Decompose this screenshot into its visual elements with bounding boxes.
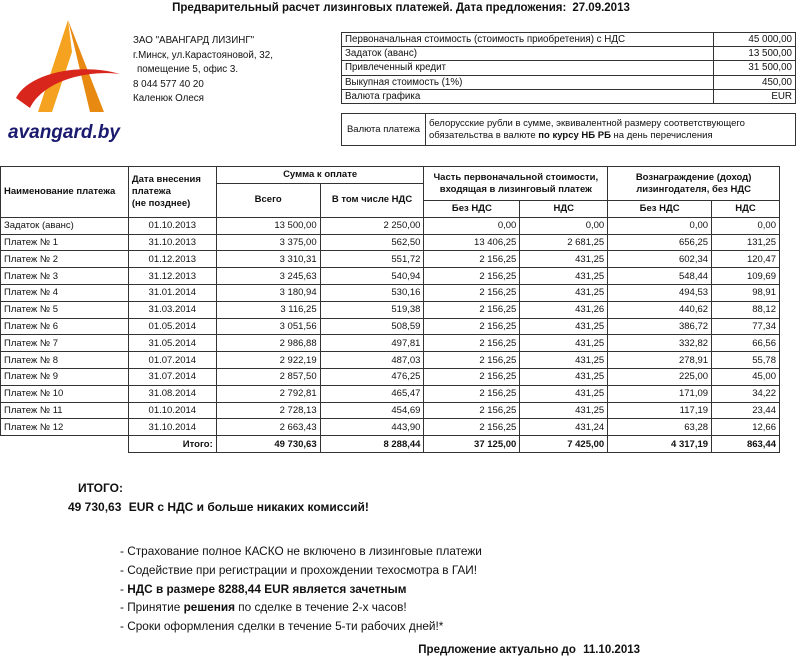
row-date: 01.07.2014: [128, 352, 216, 369]
page-title: [0, 2, 802, 14]
table-row: [1, 234, 780, 251]
row-value: 171,09: [608, 385, 712, 402]
totals-cell: 7 425,00: [520, 436, 608, 453]
row-value: 540,94: [320, 268, 424, 285]
row-value: 431,25: [520, 268, 608, 285]
row-value: 656,25: [608, 234, 712, 251]
table-row: [1, 419, 780, 436]
summary-label: Выкупная стоимость (1%): [342, 75, 714, 89]
row-value: 2 156,25: [424, 251, 520, 268]
row-value: 465,47: [320, 385, 424, 402]
row-value: 3 051,56: [216, 318, 320, 335]
currency-text-c: на день перечисления: [610, 129, 713, 141]
company-phone: 8 044 577 40 20: [133, 78, 204, 90]
row-value: 13 406,25: [424, 234, 520, 251]
title-text: Предварительный расчет лизинговых платежей. Дата предложения:: [172, 2, 567, 14]
row-value: 2 156,25: [424, 368, 520, 385]
row-value: 109,69: [712, 268, 780, 285]
summary-row: [342, 75, 796, 89]
summary-label: Задаток (аванс): [342, 47, 714, 61]
note-item: [120, 580, 482, 599]
row-value: 12,66: [712, 419, 780, 436]
row-date: 31.10.2014: [128, 419, 216, 436]
row-value: 431,24: [520, 419, 608, 436]
summary-row: [342, 61, 796, 75]
row-value: 34,22: [712, 385, 780, 402]
header-total: Всего: [216, 183, 320, 217]
note-text: -: [120, 581, 128, 596]
itogo-text: EUR с НДС и больше никаких комиссий!: [128, 500, 369, 514]
note-item: [120, 561, 482, 580]
itogo-sum: 49 730,63: [68, 500, 122, 514]
row-value: 431,25: [520, 385, 608, 402]
row-name: Платеж № 8: [1, 352, 129, 369]
header-part: Часть первоначальной стоимости, входящая в лизинговый платеж: [424, 167, 608, 201]
payment-currency-label: Валюта платежа: [342, 114, 426, 146]
payment-schedule-table: [0, 166, 780, 453]
row-value: 2 857,50: [216, 368, 320, 385]
row-value: 0,00: [712, 217, 780, 234]
row-value: 386,72: [608, 318, 712, 335]
schedule-body: [1, 217, 780, 435]
row-value: 2 156,25: [424, 284, 520, 301]
totals-cell: 8 288,44: [320, 436, 424, 453]
totals-cell: 4 317,19: [608, 436, 712, 453]
row-date: 31.12.2013: [128, 268, 216, 285]
row-value: 454,69: [320, 402, 424, 419]
table-row: [1, 318, 780, 335]
row-value: 66,56: [712, 335, 780, 352]
row-name: Платеж № 3: [1, 268, 129, 285]
company-address-1: г.Минск, ул.Карастояновой, 32,: [133, 49, 273, 61]
totals-blank: [1, 436, 129, 453]
summary-value: 45 000,00: [714, 33, 796, 47]
row-date: 01.10.2013: [128, 217, 216, 234]
note-bold: НДС в размере 8288,44 EUR является зачетным: [127, 581, 407, 596]
row-value: 562,50: [320, 234, 424, 251]
payment-currency-text: [426, 114, 796, 146]
header-vat: НДС: [520, 201, 608, 218]
summary-row: [342, 89, 796, 103]
row-value: 131,25: [712, 234, 780, 251]
row-date: 01.12.2013: [128, 251, 216, 268]
row-value: 2 681,25: [520, 234, 608, 251]
row-value: 2 922,19: [216, 352, 320, 369]
note-text: - Сроки оформления сделки в течение 5-ти рабочих дней!*: [120, 619, 444, 634]
row-value: 55,78: [712, 352, 780, 369]
row-name: Платеж № 12: [1, 419, 129, 436]
row-value: 0,00: [520, 217, 608, 234]
company-address-2: помещение 5, офис 3.: [137, 64, 239, 75]
note-text: - Страхование полное КАСКО не включено в лизинговые платежи: [120, 544, 482, 558]
row-value: 63,28: [608, 419, 712, 436]
row-value: 2 986,88: [216, 335, 320, 352]
table-row: [1, 301, 780, 318]
row-name: Платеж № 11: [1, 402, 129, 419]
row-value: 225,00: [608, 368, 712, 385]
row-date: 01.10.2014: [128, 402, 216, 419]
offer-date: 27.09.2013: [572, 2, 630, 14]
currency-text-bold: по курсу НБ РБ: [538, 129, 611, 141]
table-row: [1, 284, 780, 301]
row-value: 23,44: [712, 402, 780, 419]
row-value: 2 792,81: [216, 385, 320, 402]
row-value: 13 500,00: [216, 217, 320, 234]
row-value: 431,25: [520, 368, 608, 385]
header-vat-incl: В том числе НДС: [320, 183, 424, 217]
row-value: 476,25: [320, 368, 424, 385]
row-name: Платеж № 2: [1, 251, 129, 268]
note-item: [120, 617, 482, 636]
row-value: 443,90: [320, 419, 424, 436]
header-novat-2: Без НДС: [608, 201, 712, 218]
row-value: 332,82: [608, 335, 712, 352]
totals-cell: 49 730,63: [216, 436, 320, 453]
table-row: [1, 217, 780, 234]
row-value: 2 663,43: [216, 419, 320, 436]
company-name: ЗАО "АВАНГАРД ЛИЗИНГ": [133, 35, 255, 46]
itogo-label: ИТОГО:: [78, 481, 123, 495]
summary-label: Привлеченный кредит: [342, 61, 714, 75]
row-value: 3 245,63: [216, 268, 320, 285]
header-date-text: Дата внесения платежа: [131, 173, 201, 197]
row-value: 440,62: [608, 301, 712, 318]
totals-cell: 863,44: [712, 436, 780, 453]
notes-list: [120, 542, 482, 636]
row-value: 2 156,25: [424, 318, 520, 335]
offer-validity: [0, 644, 640, 656]
currency-text-a: белорусские рубли в сумме, эквивалентной размеру соответствующего обязательства в валюте: [429, 117, 745, 141]
row-date: 31.01.2014: [128, 284, 216, 301]
row-value: 2 156,25: [424, 402, 520, 419]
note-bold: решения: [183, 600, 235, 615]
header-date: [128, 167, 216, 218]
note-text-end: по сделке в течение 2-х часов!: [235, 600, 407, 615]
table-row: [1, 251, 780, 268]
row-date: 31.07.2014: [128, 368, 216, 385]
totals-label: Итого:: [128, 436, 216, 453]
summary-value: EUR: [714, 89, 796, 103]
payment-currency-table: [341, 113, 796, 146]
row-value: 2 728,13: [216, 402, 320, 419]
row-date: 31.08.2014: [128, 385, 216, 402]
offer-label: Предложение актуально до: [418, 644, 576, 656]
summary-value: 31 500,00: [714, 61, 796, 75]
header-row: [1, 167, 780, 184]
row-value: 551,72: [320, 251, 424, 268]
header-name: Наименование платежа: [1, 167, 129, 218]
row-value: 431,25: [520, 352, 608, 369]
offer-until-date: 11.10.2013: [583, 644, 640, 656]
logo-text: avangard.by: [8, 122, 120, 143]
header-sum: Сумма к оплате: [216, 167, 424, 184]
row-name: Платеж № 10: [1, 385, 129, 402]
table-row: [1, 402, 780, 419]
summary-row: [342, 33, 796, 47]
row-value: 602,34: [608, 251, 712, 268]
row-date: 31.05.2014: [128, 335, 216, 352]
header-vat-2: НДС: [712, 201, 780, 218]
row-value: 2 156,25: [424, 301, 520, 318]
row-value: 45,00: [712, 368, 780, 385]
summary-label: Первоначальная стоимость (стоимость приобретения) с НДС: [342, 33, 714, 47]
totals-cell: 37 125,00: [424, 436, 520, 453]
row-value: 2 156,25: [424, 419, 520, 436]
row-value: 548,44: [608, 268, 712, 285]
company-contact: Каленюк Олеся: [133, 93, 204, 104]
table-row: [1, 385, 780, 402]
note-item: [120, 542, 482, 561]
row-value: 431,26: [520, 301, 608, 318]
summary-row: [342, 47, 796, 61]
row-name: Платеж № 6: [1, 318, 129, 335]
row-value: 431,25: [520, 402, 608, 419]
table-row: [1, 268, 780, 285]
header-date-note: (не позднее): [131, 197, 191, 209]
row-value: 98,91: [712, 284, 780, 301]
row-value: 497,81: [320, 335, 424, 352]
row-value: 3 310,31: [216, 251, 320, 268]
summary-label: Валюта графика: [342, 89, 714, 103]
row-value: 3 180,94: [216, 284, 320, 301]
row-value: 2 156,25: [424, 268, 520, 285]
row-name: Платеж № 1: [1, 234, 129, 251]
row-date: 31.03.2014: [128, 301, 216, 318]
summary-value: 13 500,00: [714, 47, 796, 61]
totals-row: [1, 436, 780, 453]
row-value: 120,47: [712, 251, 780, 268]
table-row: [1, 368, 780, 385]
table-row: [1, 352, 780, 369]
row-value: 2 250,00: [320, 217, 424, 234]
row-value: 431,25: [520, 284, 608, 301]
row-value: 2 156,25: [424, 335, 520, 352]
row-value: 508,59: [320, 318, 424, 335]
row-name: Задаток (аванс): [1, 217, 129, 234]
row-name: Платеж № 5: [1, 301, 129, 318]
row-value: 487,03: [320, 352, 424, 369]
table-row: [1, 335, 780, 352]
row-value: 2 156,25: [424, 352, 520, 369]
row-value: 3 375,00: [216, 234, 320, 251]
summary-value: 450,00: [714, 75, 796, 89]
note-text: - Принятие: [120, 600, 184, 615]
header-novat: Без НДС: [424, 201, 520, 218]
row-name: Платеж № 4: [1, 284, 129, 301]
row-value: 494,53: [608, 284, 712, 301]
row-value: 77,34: [712, 318, 780, 335]
row-value: 431,25: [520, 251, 608, 268]
note-text: - Содействие при регистрации и прохождении техосмотра в ГАИ!: [120, 562, 478, 577]
row-date: 31.10.2013: [128, 234, 216, 251]
row-name: Платеж № 7: [1, 335, 129, 352]
row-value: 0,00: [608, 217, 712, 234]
note-item: [120, 598, 482, 617]
row-value: 2 156,25: [424, 385, 520, 402]
row-date: 01.05.2014: [128, 318, 216, 335]
itogo-line: [68, 500, 369, 514]
row-value: 431,25: [520, 335, 608, 352]
row-value: 88,12: [712, 301, 780, 318]
summary-table: [341, 32, 796, 104]
row-value: 431,25: [520, 318, 608, 335]
row-value: 278,91: [608, 352, 712, 369]
company-info: [133, 34, 273, 107]
row-name: Платеж № 9: [1, 368, 129, 385]
row-value: 519,38: [320, 301, 424, 318]
row-value: 3 116,25: [216, 301, 320, 318]
row-value: 117,19: [608, 402, 712, 419]
row-value: 530,16: [320, 284, 424, 301]
header-reward: Вознаграждение (доход) лизингодателя, без НДС: [608, 167, 780, 201]
row-value: 0,00: [424, 217, 520, 234]
